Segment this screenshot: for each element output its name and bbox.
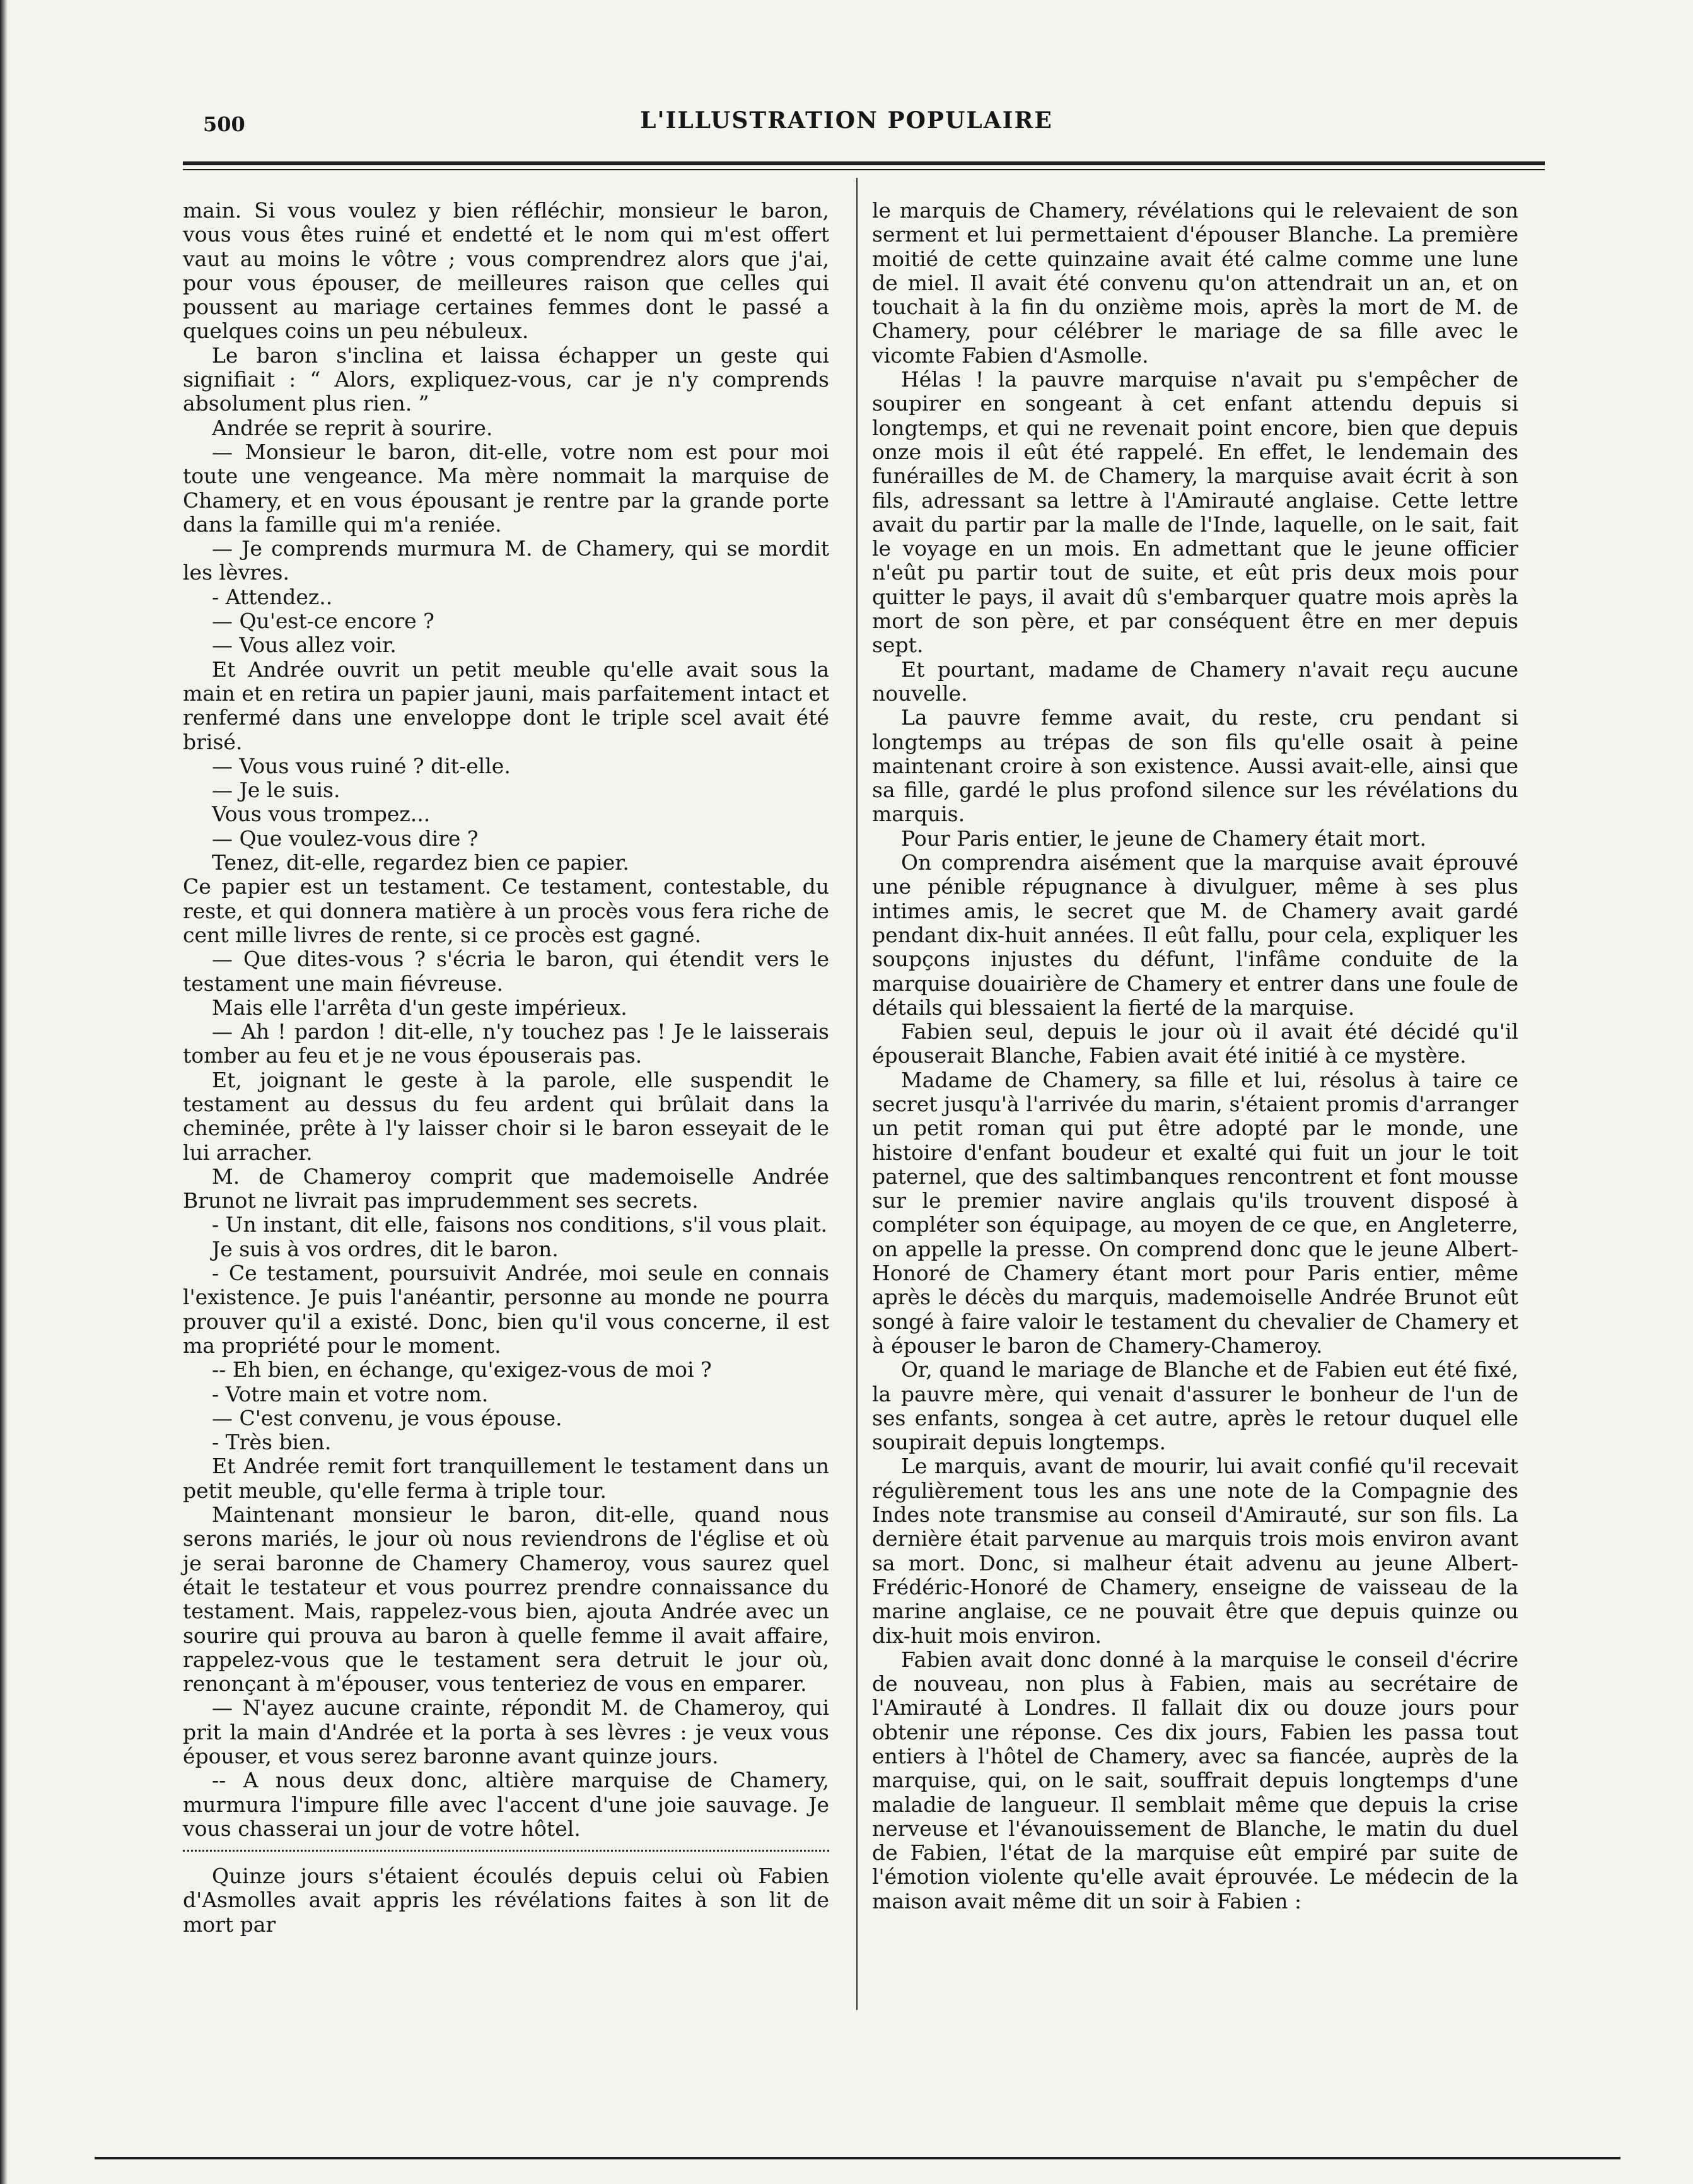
paragraph: Madame de Chamery, sa fille et lui, résolus à taire ce secret jusqu'à l'arrivée du marin, s'étaient promis d'arranger un petit roman qui put être adopté par le monde, une histoire d'enfant boudeur et exalté qui fuit un jour le toit paternel, que des saltimbanques rencontrent et font mousse sur le premier navire anglais qu'ils trouvent disposé à compléter son équipage, au moyen de ce que, en Angleterre, on appelle la presse. On comprend donc que le jeune Albert-Honoré de Chamery étant mort pour Paris entier, même après le décès du marquis, mademoiselle Andrée Brunot eût songé à faire valoir le testament du chevalier de Chamery et à épouser le baron de Chamery-Chameroy.: [872, 1067, 1518, 1358]
paragraph: — Ah ! pardon ! dit-elle, n'y touchez pas ! Je le laisserais tomber au feu et je ne vous épouserais pas.: [183, 1019, 829, 1068]
paragraph: Tenez, dit-elle, regardez bien ce papier.: [212, 850, 629, 875]
paragraph: - Votre main et votre nom.: [212, 1381, 489, 1406]
paragraph: - Attendez..: [212, 584, 333, 609]
paragraph: Vous vous trompez...: [212, 802, 431, 827]
paragraph: Je suis à vos ordres, dit le baron.: [212, 1236, 559, 1261]
paragraph: - Ce testament, poursuivit Andrée, moi seule en connais l'existence. Je puis l'anéantir, personne au monde ne pourra prouver qu'il a existé. Donc, bien qu'il vous concerne, il est ma propriété pour le moment.: [183, 1261, 829, 1358]
page-number: 500: [203, 112, 245, 136]
paragraph: Hélas ! la pauvre marquise n'avait pu s'empêcher de soupirer en songeant à cet enfant attendu depuis si longtemps, et qui ne revenait point encore, bien que depuis onze mois il eût été rappelé. En effet, le lendemain des funérailles de M. de Chamery, la marquise avait écrit à son fils, adressant sa lettre à l'Amirauté anglaise. Cette lettre avait du partir par la malle de l'Inde, laquelle, on le sait, fait le voyage en un mois. En admettant que le jeune officier n'eût pu partir tout de suite, et eût pris deux mois pour quitter le pays, il avait dû s'embarquer quatre mois après la mort de son père, et par conséquent être en mer depuis sept.: [872, 367, 1518, 658]
paragraph: Le baron s'inclina et laissa échapper un geste qui signifiait : “ Alors, expliquez-vous, car je n'y comprends absolument plus rien. ”: [183, 342, 829, 416]
paragraph: Quinze jours s'étaient écoulés depuis celui où Fabien d'Asmolles avait appris les révélations faites à son lit de mort par: [183, 1864, 829, 1937]
paragraph: Andrée se reprit à sourire.: [212, 415, 493, 440]
paragraph: — Que voulez-vous dire ?: [212, 826, 479, 851]
paragraph: - Un instant, dit elle, faisons nos conditions, s'il vous plait.: [212, 1212, 827, 1237]
paragraph: — Qu'est-ce encore ?: [212, 609, 434, 634]
running-title: L'ILLUSTRATION POPULAIRE: [640, 107, 1053, 134]
paragraph: Et pourtant, madame de Chamery n'avait reçu aucune nouvelle.: [872, 657, 1518, 706]
page-edge-shadow: [0, 0, 8, 2184]
right-column: [872, 199, 1518, 1913]
paragraph: On comprendra aisément que la marquise avait éprouvé une pénible répugnance à divulguer, même à ses plus intimes amis, le secret que M. de Chamery avait gardé pendant dix-huit années. Il eût fallu, pour cela, expliquer les soupçons injustes du défunt, l'infâme conduite de la marquise douairière de Chamery et entrer dans une foule de détails qui blessaient la fierté de la marquise.: [872, 850, 1518, 1020]
paragraph: Fabien seul, depuis le jour où il avait été décidé qu'il épouserait Blanche, Fabien avait été initié à ce mystère.: [872, 1019, 1518, 1068]
paragraph: — Vous allez voir.: [212, 633, 397, 658]
paragraph: La pauvre femme avait, du reste, cru pendant si longtemps au trépas de son fils qu'elle osait à peine maintenant croire à son existence. Aussi avait-elle, ainsi que sa fille, gardé le plus profond silence sur les révélations du marquis.: [872, 705, 1518, 827]
paragraph: M. de Chameroy comprit que mademoiselle Andrée Brunot ne livrait pas imprudemment ses secrets.: [183, 1164, 829, 1213]
paragraph: Et Andrée remit fort tranquillement le testament dans un petit meuble, qu'elle ferma à triple tour.: [183, 1454, 829, 1503]
paragraph: Or, quand le mariage de Blanche et de Fabien eut été fixé, la pauvre mère, qui venait d'assurer le bonheur de l'un de ses enfants, songea à cet autre, après le retour duquel elle soupirait depuis longtemps.: [872, 1357, 1518, 1455]
paragraph: Et Andrée ouvrit un petit meuble qu'elle avait sous la main et en retira un papier jauni, mais parfaitement intact et renfermé dans une enveloppe dont le triple scel avait été brisé.: [183, 657, 829, 754]
paragraph: Maintenant monsieur le baron, dit-elle, quand nous serons mariés, le jour où nous reviendrons de l'église et où je serai baronne de Chamery Chameroy, vous saurez quel était le testateur et vous pourrez prendre connaissance du testament. Mais, rappelez-vous bien, ajouta Andrée avec un sourire qui prouva au baron à quelle femme il avait affaire, rappelez-vous que le testament sera detruit le jour où, renonçant à m'épouser, vous tenteriez de vous en emparer.: [183, 1502, 829, 1696]
paragraph: Pour Paris entier, le jeune de Chamery était mort.: [901, 826, 1427, 851]
paragraph: main. Si vous voulez y bien réfléchir, monsieur le baron, vous vous êtes ruiné et endetté et le nom qui m'est offert vaut au moins le vôtre ; vous comprendrez alors que j'ai, pour vous épouser, de meilleures raison que celles qui poussent au mariage certaines femmes dont le passé a quelques coins un peu nébuleux.: [183, 198, 829, 344]
paragraph: — N'ayez aucune crainte, répondit M. de Chameroy, qui prit la main d'Andrée et la porta à ses lèvres : je veux vous épouser, et vous serez baronne avant quinze jours.: [183, 1695, 829, 1768]
section-separator: [183, 1850, 829, 1852]
paragraph: Mais elle l'arrêta d'un geste impérieux.: [212, 995, 627, 1020]
paragraph: — Je comprends murmura M. de Chamery, qui se mordit les lèvres.: [183, 536, 829, 585]
left-column: [183, 199, 829, 1937]
paragraph: Le marquis, avant de mourir, lui avait confié qu'il recevait régulièrement tous les ans une note de la Compagnie des Indes note transmise au conseil d'Amirauté, sur son fils. La dernière était parvenue au marquis trois mois environ avant sa mort. Donc, si malheur était advenu au jeune Albert-Frédéric-Honoré de Chamery, enseigne de vaisseau de la marine anglaise, ce ne pouvait être que depuis quinze ou dix-huit mois environ.: [872, 1454, 1518, 1648]
paragraph: Et, joignant le geste à la parole, elle suspendit le testament au dessus du feu ardent qui brûlait dans la cheminée, prête à l'y laisser choir si le baron esseyait de le lui arracher.: [183, 1067, 829, 1165]
paragraph: -- A nous deux donc, altière marquise de Chamery, murmura l'impure fille avec l'accent d'une joie sauvage. Je vous chasserai un jour de votre hôtel.: [183, 1768, 829, 1841]
paragraph: — Vous vous ruiné ? dit-elle.: [212, 753, 511, 778]
paragraph: Fabien avait donc donné à la marquise le conseil d'écrire de nouveau, non plus à Fabien, mais au secrétaire de l'Amirauté à Londres. Il fallait dix ou douze jours pour obtenir une réponse. Ces dix jours, Fabien les passa tout entiers à l'hôtel de Chamery, avec sa fiancée, auprès de la marquise, qui, on le sait, souffrait depuis longtemps d'une maladie de langueur. Il semblait même que depuis la crise nerveuse et l'évanouissement de Blanche, le matin du duel de Fabien, l'état de la marquise eût empiré par suite de l'émotion violente qu'elle avait éprouvée. Le médecin de la maison avait même dit un soir à Fabien :: [872, 1647, 1518, 1913]
bottom-rule: [95, 2157, 1620, 2159]
paragraph: - Très bien.: [212, 1430, 332, 1455]
header-rule: [183, 161, 1545, 165]
paragraph: — Que dites-vous ? s'écria le baron, qui étendit vers le testament une main fiévreuse.: [183, 947, 829, 996]
paragraph: Ce papier est un testament. Ce testament, contestable, du reste, et qui donnera matière à un procès vous fera riche de cent mille livres de rente, si ce procès est gagné.: [183, 874, 829, 947]
paragraph: -- Eh bien, en échange, qu'exigez-vous de moi ?: [212, 1357, 712, 1382]
header-rule-thin: [183, 169, 1545, 170]
paragraph: — Je le suis.: [212, 778, 340, 803]
column-divider: [856, 178, 858, 2010]
paragraph: — Monsieur le baron, dit-elle, votre nom est pour moi toute une vengeance. Ma mère nommait la marquise de Chamery, et en vous épousant je rentre par la grande porte dans la famille qui m'a reniée.: [183, 439, 829, 537]
paragraph: — C'est convenu, je vous épouse.: [212, 1405, 562, 1430]
paragraph: le marquis de Chamery, révélations qui le relevaient de son serment et lui permettaient d'épouser Blanche. La première moitié de cette quinzaine avait été calme comme une lune de miel. Il avait été convenu qu'on attendrait un an, et on touchait à la fin du onzième mois, après la mort de M. de Chamery, pour célébrer le mariage de sa fille avec le vicomte Fabien d'Asmolle.: [872, 198, 1518, 368]
